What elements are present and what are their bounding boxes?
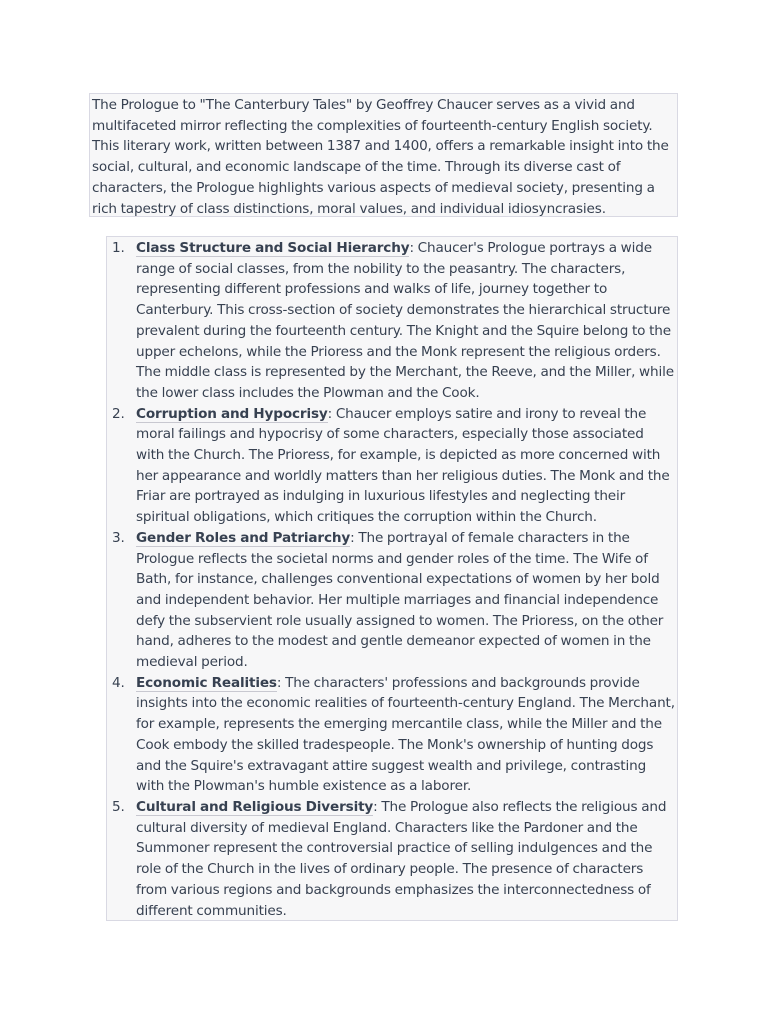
list-item-number: 2. [112, 405, 125, 422]
list-item-heading: Cultural and Religious Diversity [136, 798, 374, 815]
list-item-text: : Chaucer's Prologue portrays a wide range of social classes, from the nobility to the peasantry. The characters, representing different professions and walks of life, journey together to Canterbury. This cross-section of society demonstrates the hierarchical structure prevalent during the fourteenth century. The Knight and the Squire belong to the upper echelons, while the Prioress and the Monk represent the religious orders. The middle class is represented by the Merchant, the Reeve, and the Miller, while the lower class includes the Plowman and the Cook. [136, 240, 674, 401]
list-item-body [136, 797, 677, 921]
list-item-body [136, 238, 677, 404]
intro-paragraph: The Prologue to "The Canterbury Tales" by Geoffrey Chaucer serves as a vivid and multifaceted mirror reflecting the complexities of fourteenth-century English society. This literary work, written between 1387 and 1400, offers a remarkable insight into the social, cultural, and economic landscape of the time. Through its diverse cast of characters, the Prologue highlights various aspects of medieval society, presenting a rich tapestry of class distinctions, moral values, and individual idiosyncrasies. [92, 97, 669, 217]
list-item-text: : The portrayal of female characters in the Prologue reflects the societal norms and gender roles of the time. The Wife of Bath, for instance, challenges conventional expectations of women by her bold and independent behavior. Her multiple marriages and financial independence defy the subservient role usually assigned to women. The Prioress, on the other hand, adheres to the modest and gentle demeanor expected of women in the medieval period. [136, 529, 664, 671]
list-item [107, 404, 677, 528]
list-item-body [136, 673, 677, 797]
list-item-number: 4. [112, 674, 125, 691]
list-item-text: : Chaucer employs satire and irony to reveal the moral failings and hypocrisy of some characters, especially those associated with the Church. The Prioress, for example, is depicted as more concerned with her appearance and worldly matters than her religious duties. The Monk and the Friar are portrayed as indulging in luxurious lifestyles and neglecting their spiritual obligations, which critiques the corruption within the Church. [136, 405, 670, 526]
list-item-heading: Corruption and Hypocrisy [136, 405, 328, 422]
list-item-text: : The characters' professions and backgrounds provide insights into the economic realities of fourteenth-century England. The Merchant, for example, represents the emerging mercantile class, while the Miller and the Cook embody the skilled tradespeople. The Monk's ownership of hunting dogs and the Squire's extravagant attire suggest wealth and privilege, contrasting with the Plowman's humble existence as a laborer. [136, 674, 675, 795]
list-item [107, 797, 677, 921]
list-item [107, 238, 677, 404]
list-item-heading: Class Structure and Social Hierarchy [136, 240, 410, 256]
list-item [107, 673, 677, 797]
list-item-number: 5. [112, 798, 125, 815]
list-item-heading: Economic Realities [136, 674, 277, 691]
list-item-number: 1. [112, 240, 125, 256]
intro-paragraph-box [89, 93, 678, 217]
themes-list-box [106, 236, 678, 921]
list-item-number: 3. [112, 529, 125, 546]
list-item-body [136, 404, 677, 528]
list-item-text: : The Prologue also reflects the religious and cultural diversity of medieval England. Characters like the Pardoner and the Summoner represent the controversial practice of selling indulgences and the role of the Church in the lives of ordinary people. The presence of characters from various regions and backgrounds emphasizes the interconnectedness of different communities. [136, 798, 667, 919]
list-item-body [136, 528, 677, 673]
themes-list [107, 238, 677, 921]
list-item-heading: Gender Roles and Patriarchy [136, 529, 351, 546]
list-item [107, 528, 677, 673]
